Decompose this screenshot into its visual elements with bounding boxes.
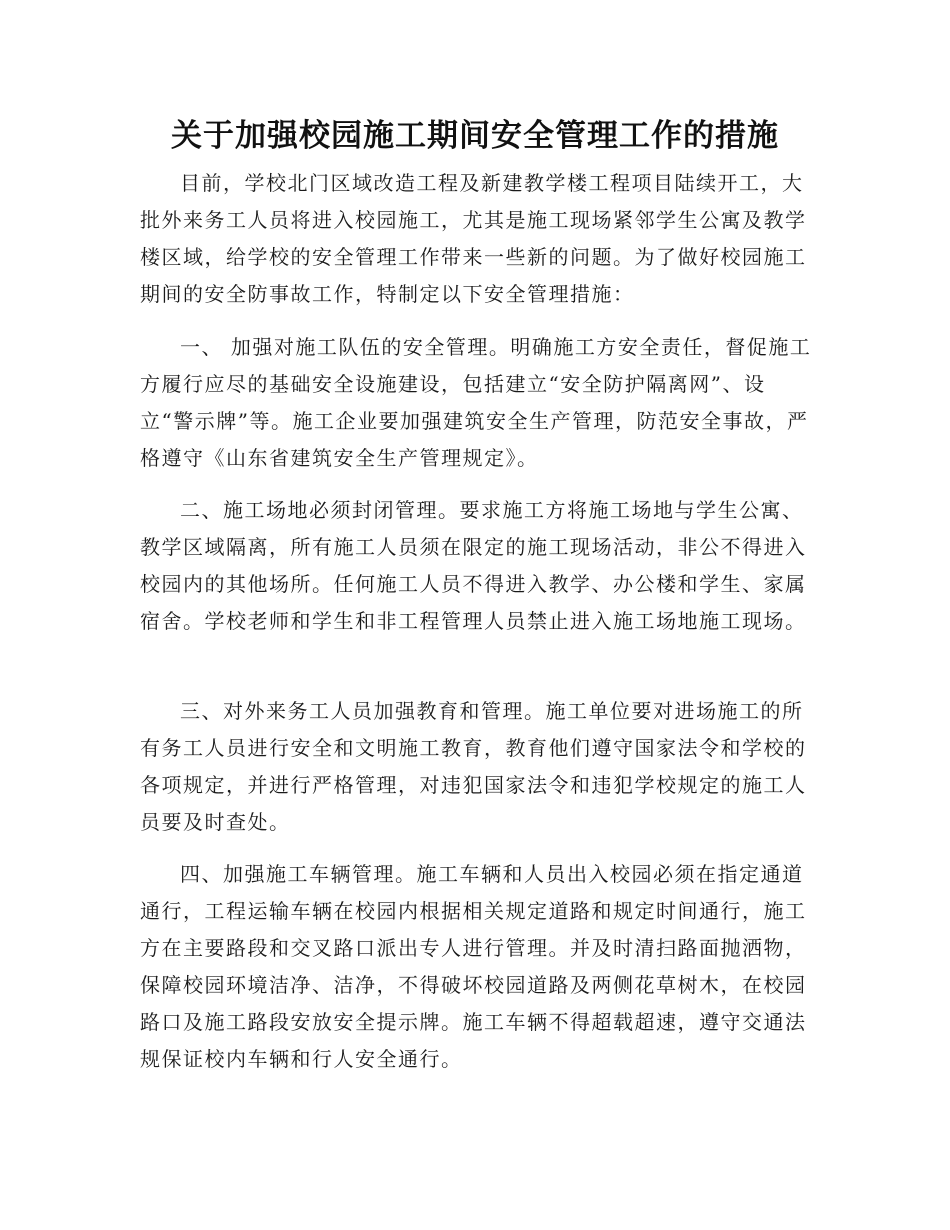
section-paragraph-4: 四、加强施工车辆管理。施工车辆和人员出入校园必须在指定通道通行，工程运输车辆在校园内根据相关规定道路和规定时间通行，施工方在主要路段和交叉路口派出专人进行管理。并及时清扫路面抛洒物，保障校园环境洁净、洁净，不得破坏校园道路及两侧花草树木，在校园路口及施工路段安放安全提示牌。施工车辆不得超载超速，遵守交通法规保证校内车辆和行人安全通行。 — [140, 862, 807, 1071]
section-paragraph-3: 三、对外来务工人员加强教育和管理。施工单位要对进场施工的所有务工人员进行安全和文明施工教育，教育他们遵守国家法令和学校的各项规定，并进行严格管理，对违犯国家法令和违犯学校规定的施工人员要及时查处。 — [140, 699, 807, 834]
document-title: 关于加强校园施工期间安全管理工作的措施 — [171, 118, 779, 154]
section-paragraph-2: 二、施工场地必须封闭管理。要求施工方将施工场地与学生公寓、教学区域隔离，所有施工人员须在限定的施工现场活动，非公不得进入校园内的其他场所。任何施工人员不得进入教学、办公楼和学生、家属宿舍。学校老师和学生和非工程管理人员禁止进入施工场地施工现场。 — [140, 498, 807, 633]
intro-paragraph: 目前，学校北门区域改造工程及新建教学楼工程项目陆续开工，大批外来务工人员将进入校园施工，尤其是施工现场紧邻学生公寓及教学楼区域，给学校的安全管理工作带来一些新的问题。为了做好校园施工期间的安全防事故工作，特制定以下安全管理措施： — [140, 171, 807, 306]
section-paragraph-1: 一、 加强对施工队伍的安全管理。明确施工方安全责任，督促施工方履行应尽的基础安全设施建设，包括建立“安全防护隔离网”、设立“警示牌”等。施工企业要加强建筑安全生产管理，防范安全事故，严格遵守《山东省建筑安全生产管理规定》。 — [140, 335, 812, 470]
